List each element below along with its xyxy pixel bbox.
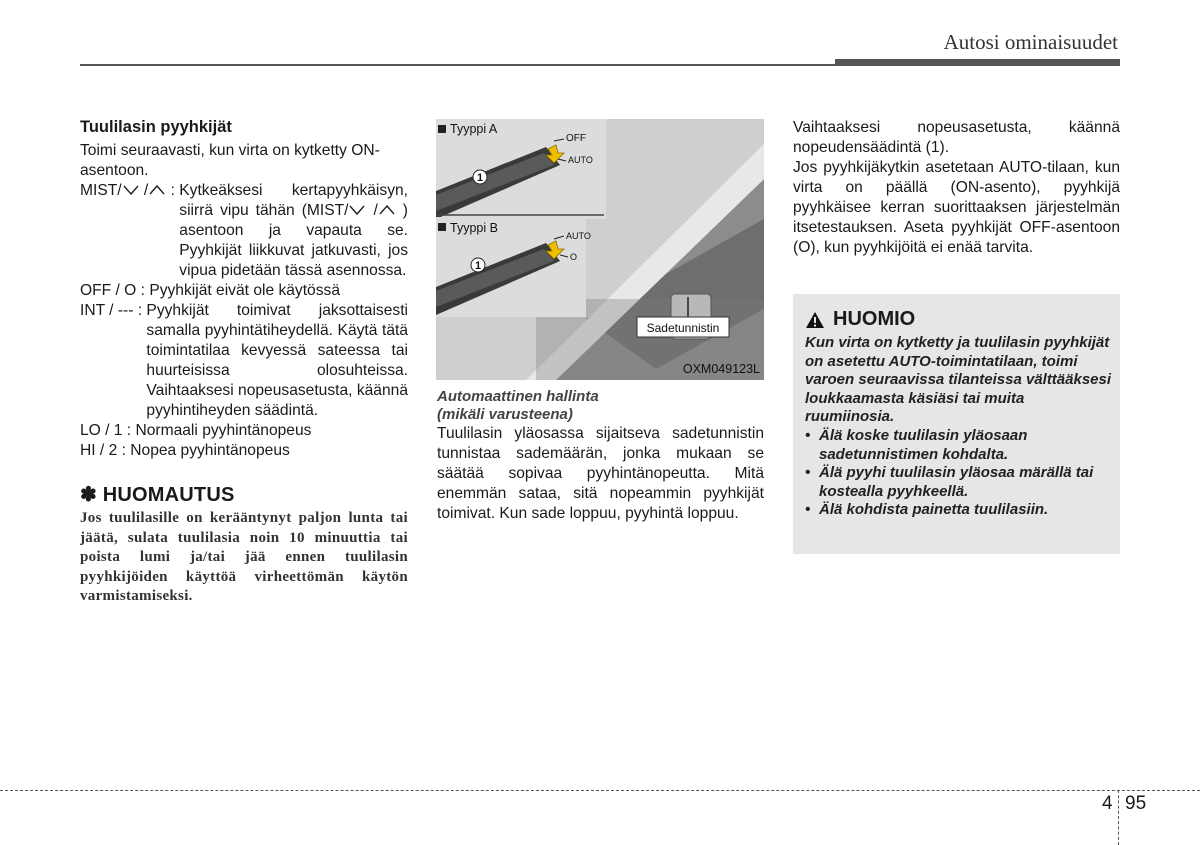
- warning-triangle-icon: [805, 311, 825, 329]
- dial-number-b: 1: [474, 260, 482, 272]
- speed-paragraph: Vaihtaaksesi nopeusasetusta, käännä nopeudensäädintä (1).: [793, 119, 1120, 156]
- mist-key-text: MIST/: [80, 182, 122, 199]
- mist-definition: [80, 181, 408, 281]
- auto-label-a: AUTO: [568, 155, 593, 165]
- mist-text: [179, 181, 408, 281]
- section-heading: Tuulilasin pyyhkijät: [80, 118, 232, 136]
- chevron-down-icon: [122, 183, 140, 197]
- hi-definition: HI / 2 : Nopea pyyhintänopeus: [80, 442, 290, 459]
- caution-bullet-text: Älä koske tuulilasin yläosaan sadetunnistimen kohdalta.: [819, 426, 1028, 463]
- int-definition: [80, 301, 408, 421]
- footer-rule: [0, 790, 1200, 791]
- type-b-label: Tyyppi B: [450, 221, 498, 235]
- caution-bullet-text: Älä kohdista painetta tuulilasiin.: [819, 501, 1049, 519]
- figure-code: OXM049123L: [682, 362, 760, 376]
- caution-box: [793, 294, 1120, 554]
- mist-text-c: ) asentoon ja vapauta se. Pyyhkijät liikkuvat jatkuvasti, jos vipua pidetään tässä asennossa.: [179, 202, 409, 279]
- bullet-dot: •: [805, 501, 811, 519]
- caution-bullet: [805, 501, 1113, 520]
- mist-text-b: /: [366, 202, 378, 219]
- column-right: [793, 118, 1120, 258]
- int-text: Pyyhkijät toimivat jaksottaisesti samalla pyyhintätiheydellä. Käytä tätä toimintatilaa kevyessä sateessa tai huurteisissa olosuhteissa. Vaihtaaksesi nopeusasetusta, käännä pyyhintiheyden säädintä.: [146, 302, 408, 419]
- intro-text: Toimi seuraavasti, kun virta on kytketty ON-asentoon.: [80, 142, 380, 179]
- header-rule: [80, 64, 835, 66]
- caution-body: [805, 334, 1113, 520]
- note-heading: ✽ HUOMAUTUS: [80, 484, 235, 506]
- bullet-square: [438, 125, 446, 133]
- dial-number-a: 1: [476, 172, 484, 184]
- chevron-up-icon: [378, 203, 396, 217]
- caption-line-1: Automaattinen hallinta: [437, 388, 599, 405]
- column-left: [80, 117, 408, 607]
- caution-intro: Kun virta on kytketty ja tuulilasin pyyhkijät on asetettu AUTO-toimintatilaan, toimi varoen seuraavissa tilanteissa välttääksesi loukkaamasta käsiäsi tai muita ruumiinosia.: [805, 334, 1112, 426]
- wiper-illustration: [436, 119, 764, 380]
- caption-line-2: (mikäli varusteena): [437, 406, 573, 423]
- caution-bullet-text: Älä pyyhi tuulilasin yläosaa märällä tai kostealla pyyhkeellä.: [819, 464, 1094, 500]
- caution-bullet: [805, 427, 1113, 464]
- mist-key-sep: /: [139, 182, 149, 199]
- page-number: 95: [1125, 793, 1147, 814]
- note-body: Jos tuulilasille on kerääntynyt paljon lunta tai jäätä, sulata tuulilasia noin 10 minuuttia tai poista lumi ja/tai jää ennen tuulilasin pyyhkijöiden käyttöä virheettömän käytön varmistamiseksi.: [80, 510, 408, 604]
- int-key: INT / --- :: [80, 302, 147, 319]
- caution-heading-text: HUOMIO: [833, 308, 916, 330]
- running-header: Autosi ominaisuudet: [943, 30, 1118, 54]
- bullet-dot: •: [805, 464, 811, 482]
- off-definition: [80, 281, 408, 301]
- auto-control-body: Tuulilasin yläosassa sijaitseva sadetunnistin tunnistaa sademäärän, jonka mukaan se säätää sopivaa pyyhintänopeutta. Mitä enemmän sataa, sitä nopeammin pyyhkijät toimivat. Kun sade loppuu, pyyhintä loppuu.: [437, 425, 764, 522]
- off-label: OFF: [566, 133, 586, 144]
- footer-divider: [1118, 790, 1119, 845]
- wiper-figure-svg: [436, 119, 764, 380]
- off-key: OFF / O :: [80, 282, 150, 299]
- mist-key-colon: :: [166, 182, 175, 199]
- chevron-down-icon: [348, 203, 366, 217]
- o-label: O: [570, 252, 578, 262]
- off-text: Pyyhkijät eivät ole käytössä: [149, 282, 340, 299]
- auto-label-b: AUTO: [566, 231, 591, 241]
- type-a-label: Tyyppi A: [450, 122, 498, 136]
- bullet-square: [438, 223, 446, 231]
- mist-text-a: Kytkeäksesi kertapyyhkäisyn, siirrä vipu tähän (MIST/: [179, 182, 408, 219]
- sensor-label: Sadetunnistin: [646, 321, 720, 335]
- header-rule-bold: [835, 59, 1120, 66]
- chevron-up-icon: [148, 183, 166, 197]
- bullet-dot: •: [805, 426, 811, 444]
- column-middle: [437, 388, 764, 524]
- caution-bullet: [805, 464, 1113, 501]
- caution-heading: [805, 308, 915, 331]
- mist-key: [80, 181, 179, 281]
- auto-paragraph: Jos pyyhkijäkytkin asetetaan AUTO-tilaan, kun virta on päällä (ON-asento), pyyhkijä pyyhkäisee kerran suorittaaksen järjestelmän itsetestauksen. Aseta pyyhkijät OFF-asentoon (O), kun pyyhkijöitä ei enää tarvita.: [793, 159, 1120, 256]
- section-number: 4: [1102, 793, 1113, 814]
- lo-definition: LO / 1 : Normaali pyyhintänopeus: [80, 422, 312, 439]
